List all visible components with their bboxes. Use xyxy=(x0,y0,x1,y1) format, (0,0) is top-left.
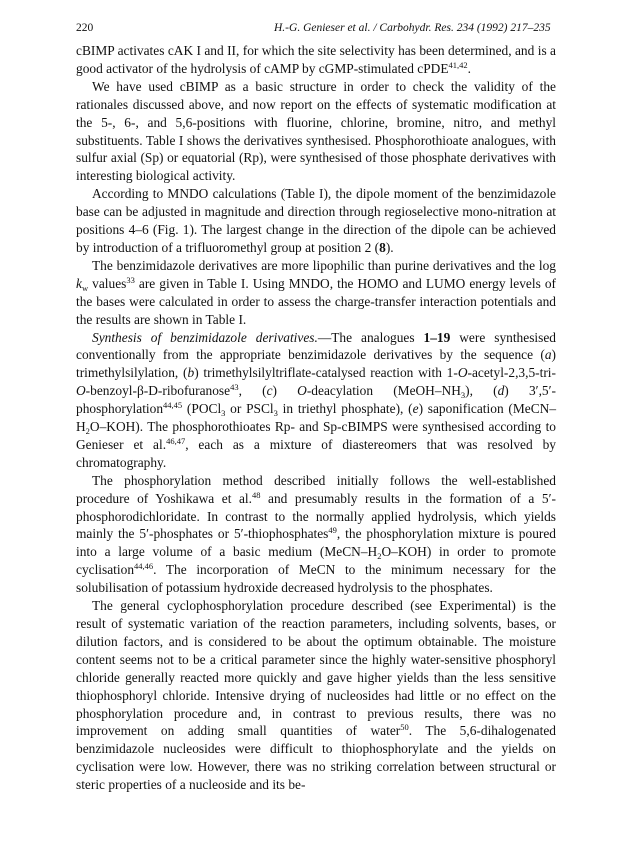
text-span: We have used cBIMP as a basic structure in order to check the validity of the rationales discussed above, and now report on the effects of systematic modification at the 5-, 6-, and 5,6-positions with fluorine, chlorine, bromine, nitro, and methyl substituents. Table I shows the derivatives synthesised. Phosphorothioate analogues, with sulfur axial (Sp) or equatorial (Rp), were synthesised of those phosphate derivatives with interesting biological activity. xyxy=(76,78,556,184)
text-span: O–KOH). The phosphorothioates Rp- and Sp-cBIMPS were synthesised according to Genieser et al. xyxy=(76,419,556,452)
subscript: 3 xyxy=(273,408,278,419)
text-span: According to MNDO calculations (Table I), the dipole moment of the benzimidazole base can be adjusted in magnitude and direction through regioselective mono-nitration at positions 4–6 (Fig. 1). The largest change in the direction of the dipole can be achieved by introduction of a trifluoromethyl group at position 2 ( xyxy=(76,186,556,255)
step-letter: e xyxy=(412,401,419,417)
text-span: The benzimidazole derivatives are more lipophilic than purine derivatives and the log xyxy=(92,257,556,273)
text-span: -deacylation (MeOH–NH xyxy=(306,383,461,399)
text-span: ). xyxy=(385,239,394,255)
text-span: ), ( xyxy=(465,383,498,399)
subscript: 2 xyxy=(377,551,382,562)
text-span: . xyxy=(467,60,472,76)
reference-superscript: 33 xyxy=(126,274,135,285)
text-span: values xyxy=(88,275,127,291)
compound-number: 8 xyxy=(379,239,386,255)
text-span: ) saponification (MeCN–H xyxy=(76,401,557,435)
text-span: . The 5,6-dihalogenated benzimidazole nucleosides were difficult to thiophosphorylate and the yields on cyclisation were low. However, there was no striking correlation between structural or steric properties of a nucleoside and its be- xyxy=(76,723,556,793)
paragraph-1 xyxy=(76,42,556,78)
running-header-citation: H.-G. Genieser et al. / Carbohydr. Res. 234 (1992) 217–235 xyxy=(274,22,551,34)
text-span: The phosphorylation method described initially follows the well-established procedure of Yoshikawa et al. xyxy=(76,472,556,506)
compound-range: 1–19 xyxy=(423,329,451,345)
paragraph-4 xyxy=(76,257,556,329)
text-span: or PSCl xyxy=(225,401,274,417)
italic-o: O xyxy=(457,365,468,381)
text-span: , ( xyxy=(238,383,267,399)
text-span: O–KOH) in order to promote cyclisation xyxy=(76,544,557,578)
reference-superscript: 41,42 xyxy=(448,59,468,70)
subscript: 3 xyxy=(460,390,466,401)
italic-o: O xyxy=(297,383,307,399)
text-span: in triethyl phosphate), ( xyxy=(277,401,413,417)
text-span: The general cyclophosphorylation procedure described (see Experimental) is the result of systematic variation of the reaction parameters, including solvents, bases, or dilution factors, and is considered to be about the optimum obtainable. The moisture content seems not to be a critical parameter since the highly water-sensitive phosphoryl chloride generally reacted more quickly and gave higher yields than the less sensitive thiophosphoryl chloride. Intensive drying of nucleosides had little or no effect on the phosphorylation procedure and, in contrast to previous results, there was no improvement on adding small quantities of water xyxy=(76,598,556,739)
paragraph-5 xyxy=(76,329,556,472)
reference-superscript: 43 xyxy=(230,382,239,393)
section-heading: Synthesis of benzimidazole derivatives. xyxy=(92,329,318,345)
text-span: are given in Table I. Using MNDO, the HOMO and LUMO energy levels of the bases were calculated in order to assess the charge-transfer interaction potentials and the results are shown in Table I. xyxy=(76,275,556,327)
text-span: ) trimethylsilyltriflate-catalysed reaction with 1- xyxy=(194,365,458,381)
subscript: w xyxy=(81,282,89,293)
text-span: -acetyl-2,3,5-tri- xyxy=(467,365,556,381)
text-span: , the phosphorylation mixture is poured into a large volume of a basic medium (MeCN–H xyxy=(76,526,556,560)
step-letter: b xyxy=(187,365,195,381)
symbol-k: k xyxy=(76,275,82,291)
text-span: ) 3′,5′-phosphorylation xyxy=(76,383,556,417)
text-span: . The incorporation of MeCN to the minimum necessary for the solubilisation of potassium hydroxide decreased hydrolysis to the phosphates. xyxy=(76,562,556,596)
reference-superscript: 44,45 xyxy=(163,400,183,411)
reference-superscript: 44,46 xyxy=(134,561,154,572)
step-letter: c xyxy=(266,383,273,399)
paragraph-2 xyxy=(76,78,556,185)
body-text xyxy=(76,42,556,794)
reference-superscript: 48 xyxy=(251,489,261,500)
text-span: (POCl xyxy=(182,401,222,417)
paragraph-7 xyxy=(76,597,556,794)
text-span: ) xyxy=(272,383,298,399)
text-span: were synthesised conventionally from the appropriate benzimidazole derivatives by the sequence ( xyxy=(76,329,556,363)
text-span: , each as a mixture of diastereomers that was resolved by chromatography. xyxy=(76,436,556,470)
text-span: and presumably results in the formation of a 5′-phosphorodichloridate. In contrast to the normally applied hydrolysis, which yields mainly the 5′-phosphates or 5′-thiophosphates xyxy=(76,490,556,542)
paragraph-6 xyxy=(76,472,556,597)
step-letter: d xyxy=(497,383,505,399)
page-number: 220 xyxy=(76,22,94,34)
text-span: ) trimethylsilylation, ( xyxy=(76,347,556,381)
text-span: -benzoyl-β-D-ribofuranose xyxy=(85,383,231,399)
text-span: cBIMP activates cAK I and II, for which the site selectivity has been determined, and is a good activator of the hydrolysis of cAMP by cGMP-stimulated cPDE xyxy=(76,43,556,76)
subscript: 3 xyxy=(221,408,226,419)
step-letter: a xyxy=(544,347,552,363)
reference-superscript: 49 xyxy=(328,525,337,536)
subscript: 2 xyxy=(85,426,90,437)
italic-o: O xyxy=(76,383,86,399)
paragraph-3 xyxy=(76,185,556,257)
reference-superscript: 50 xyxy=(400,722,409,733)
text-span: —The analogues xyxy=(317,329,424,345)
reference-superscript: 46,47 xyxy=(166,435,186,446)
